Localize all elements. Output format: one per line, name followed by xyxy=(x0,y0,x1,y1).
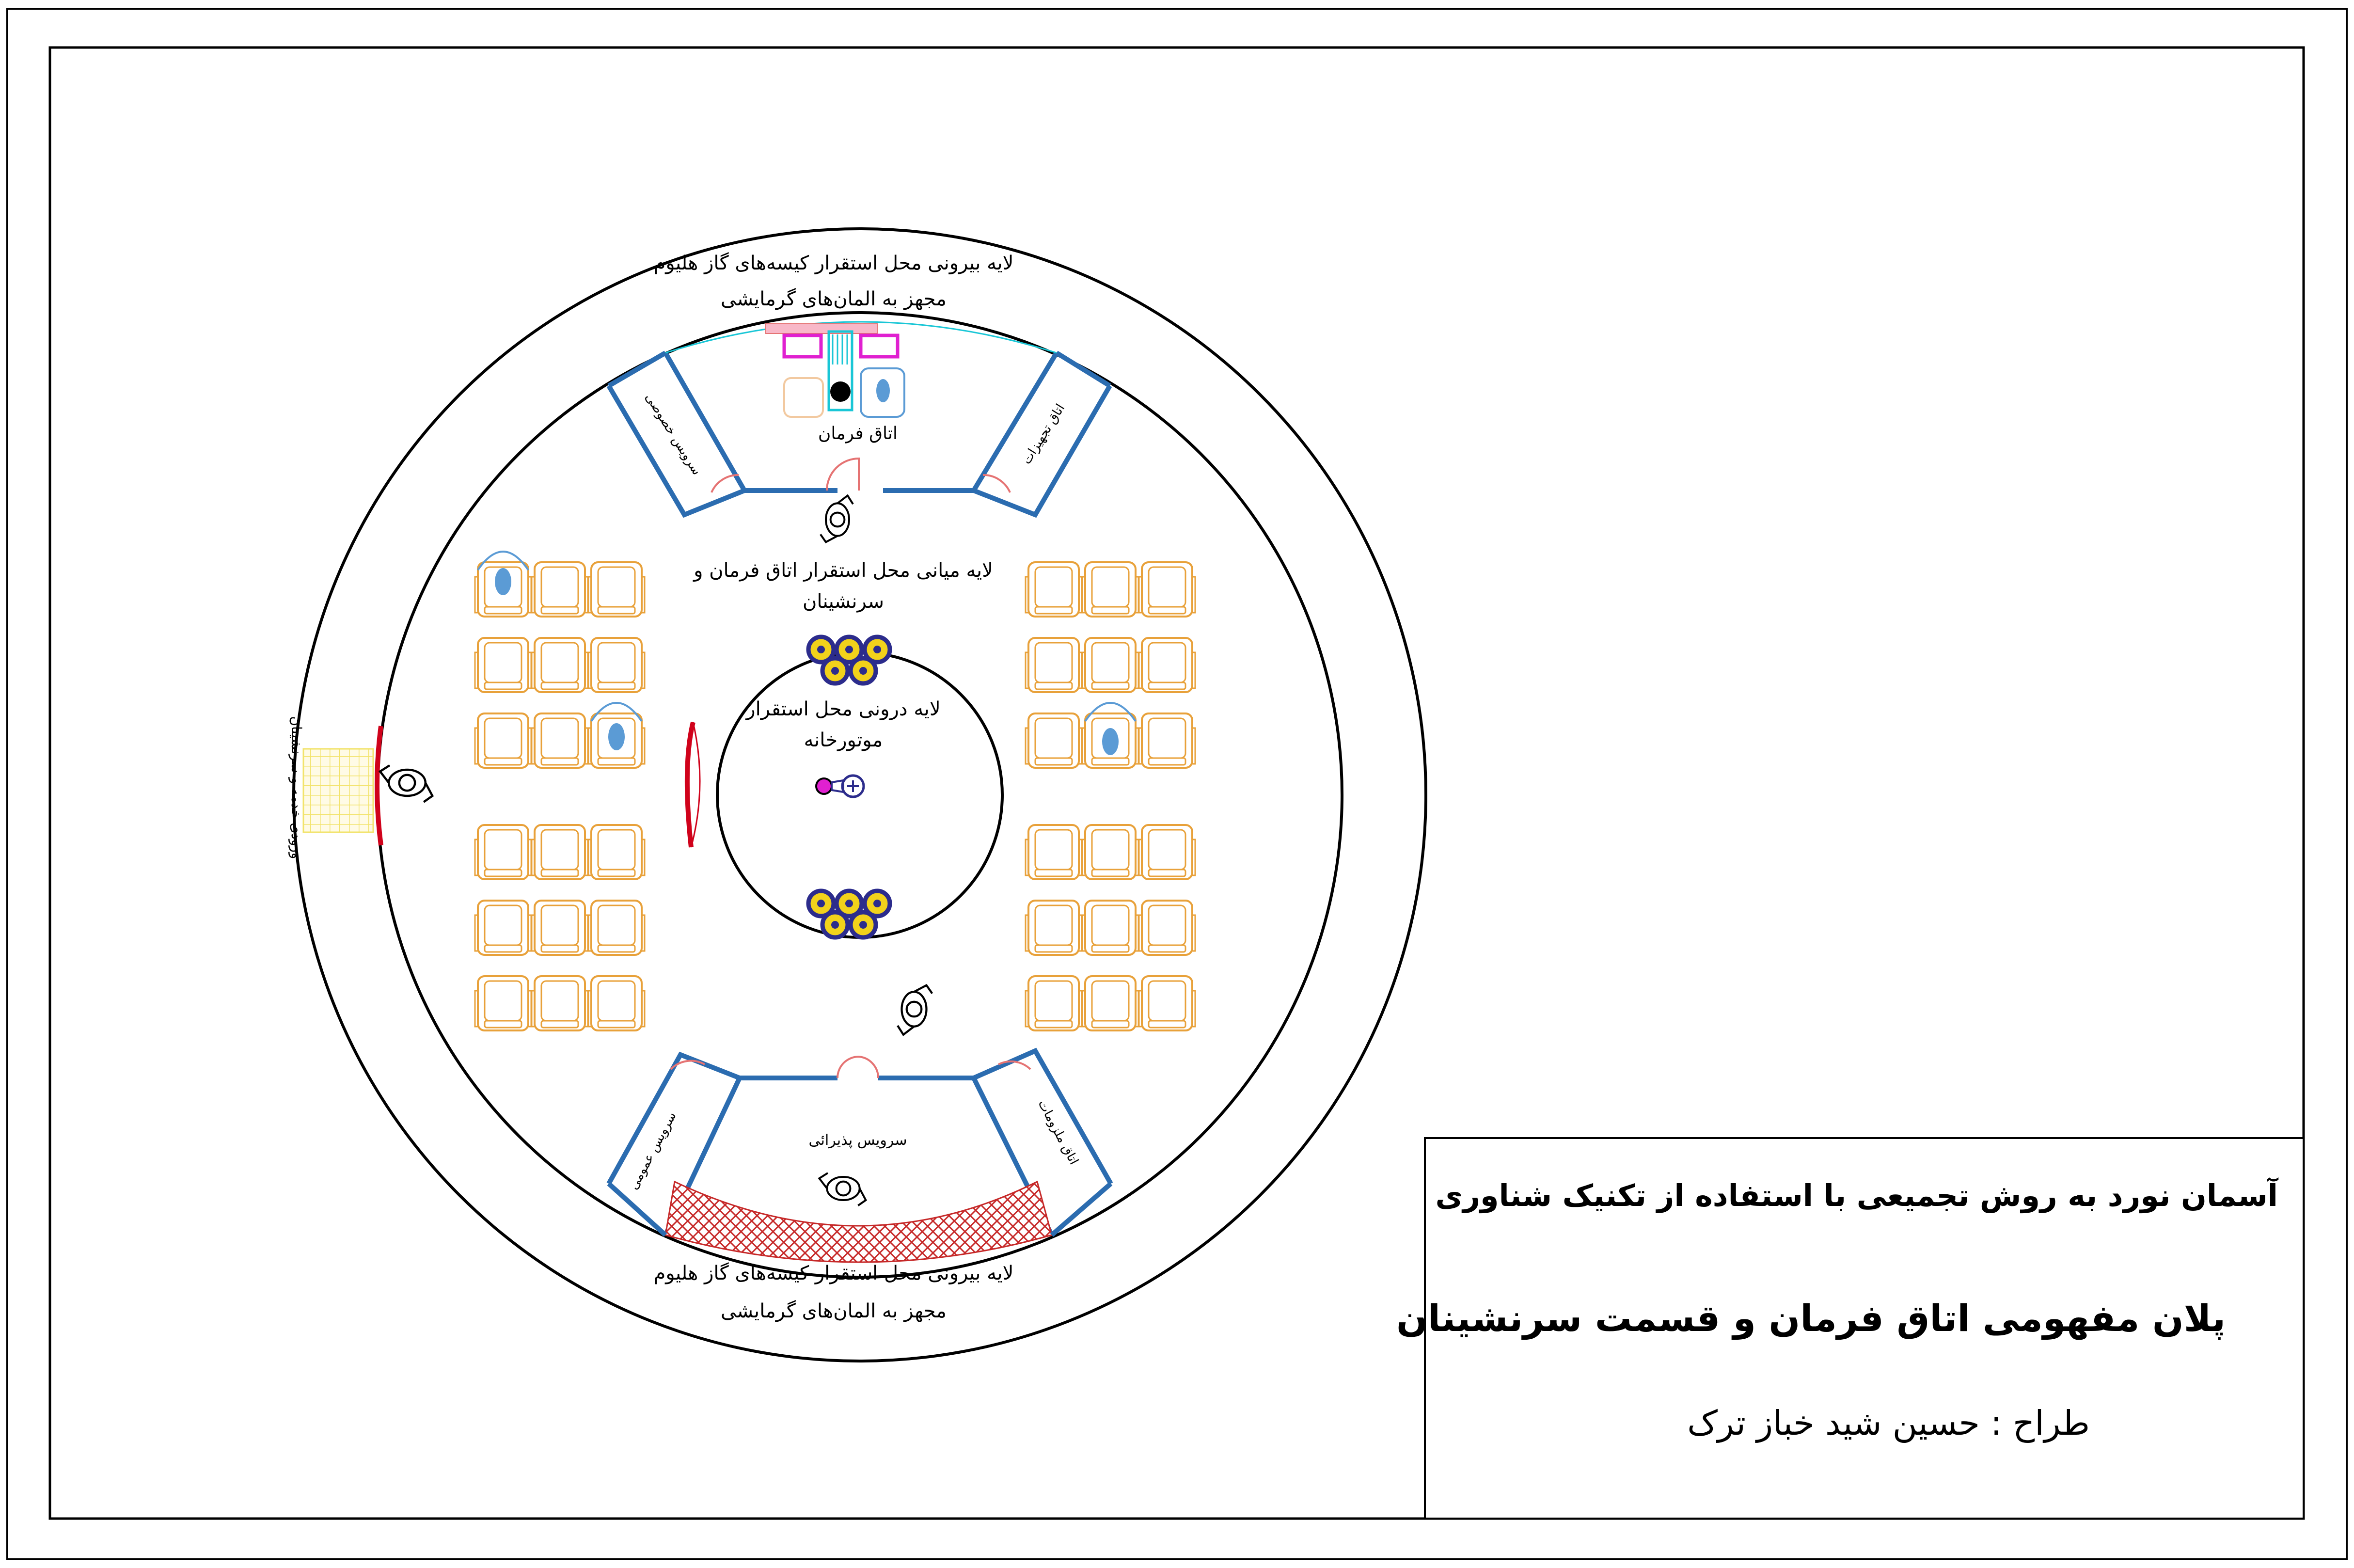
reception-door xyxy=(837,1057,878,1078)
seats-right-block xyxy=(1026,562,1195,1030)
drawing-title: پلان مفهومی اتاق فرمان و قسمت سرنشینان xyxy=(1396,1297,2226,1340)
project-title: آسمان نورد به روش تجمیعی با استفاده از تکنیک شناوری xyxy=(1435,1178,2278,1213)
person-icon-entrance xyxy=(380,765,432,802)
inner-layer-label-1: لایه درونی محل استقرار xyxy=(746,698,941,720)
engine-room-door xyxy=(687,722,693,847)
reception-service-label: سرویس پذیرائی xyxy=(808,1132,907,1149)
console-strip xyxy=(766,324,877,333)
equipment-room-label: اتاق تجهیزات xyxy=(1019,401,1068,467)
middle-layer-label-1: لایه میانی محل استقرار اتاق فرمان و xyxy=(694,559,993,582)
control-room-door xyxy=(827,459,859,491)
public-service-label: سرویس عمومی xyxy=(626,1109,679,1192)
person-icon-walking xyxy=(898,985,932,1035)
private-service-label: سرویس خصوصی xyxy=(642,390,704,478)
outer-layer-bottom-label-1: لایه بیرونی محل استقرار کیسه‌های گاز هلیوم xyxy=(653,1262,1014,1284)
outer-layer-bottom-label-2: مجهز به المان‌های گرمایشی xyxy=(721,1300,947,1322)
supplies-room-label: اتاق ملزومات xyxy=(1035,1097,1081,1168)
inner-layer-label-2: موتورخانه xyxy=(804,729,883,751)
steering-icon xyxy=(830,381,851,402)
main-entrance-door xyxy=(377,726,381,845)
engine-operator-icon xyxy=(816,776,864,797)
control-panel-left xyxy=(784,335,821,357)
control-panel-right xyxy=(861,335,898,357)
control-room xyxy=(665,322,1057,542)
entrance-ramp-grid xyxy=(303,749,373,832)
designer-credit: طراح : حسین شید خباز ترک xyxy=(1687,1403,2090,1443)
control-room-label: اتاق فرمان xyxy=(818,424,898,443)
outer-layer-top-label-2: مجهز به المان‌های گرمایشی xyxy=(721,288,947,310)
equipment-room-door xyxy=(983,475,1010,492)
crew-entrance-label: ورودی خدمه و سرنشینان xyxy=(288,716,304,859)
pilot-person-icon xyxy=(876,379,890,402)
seated-passenger-icons xyxy=(478,552,1136,755)
seats-left-block xyxy=(475,562,645,1030)
engine-cluster-top xyxy=(808,637,890,683)
reception-area xyxy=(665,1057,1052,1262)
person-icon-control-entry xyxy=(821,495,853,542)
person-icon-reception xyxy=(819,1173,866,1205)
outer-layer-top-label-1: لایه بیرونی محل استقرار کیسه‌های گاز هلیوم xyxy=(653,252,1014,274)
middle-layer-label-2: سرنشینان xyxy=(802,590,885,613)
pilot-chair-left xyxy=(784,378,823,417)
